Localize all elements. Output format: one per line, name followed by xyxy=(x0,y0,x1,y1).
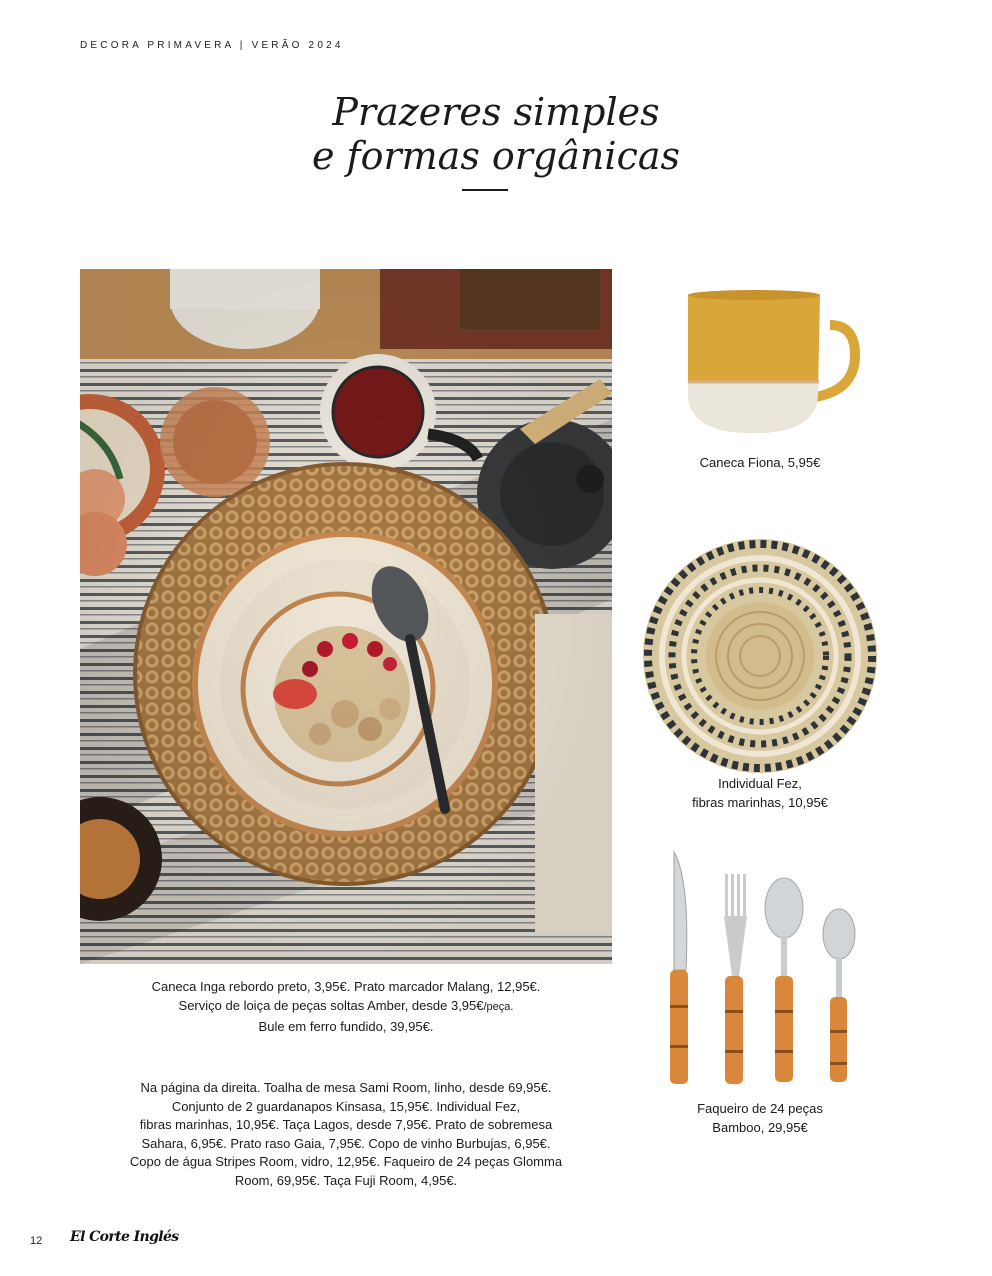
breakfast-table-photo xyxy=(80,269,612,964)
title-divider xyxy=(462,189,508,191)
caption-line: Bule em ferro fundido, 39,95€. xyxy=(258,1019,434,1034)
caption-line: Caneca Inga rebordo preto, 3,95€. Prato marcador Malang, 12,95€. xyxy=(151,979,541,994)
caption-line: Conjunto de 2 guardanapos Kinsasa, 15,95€. Individual Fez, xyxy=(171,1098,521,1114)
caption-line: Room, 69,95€. Taça Fuji Room, 4,95€. xyxy=(234,1172,458,1188)
caption-line: Caneca Fiona, 5,95€ xyxy=(699,455,821,470)
caption-line: Na página da direita. Toalha de mesa Sami Room, linho, desde 69,95€. xyxy=(140,1080,552,1095)
caption-line: Bamboo, 29,95€ xyxy=(712,1120,808,1135)
cutlery-caption xyxy=(640,1099,880,1137)
caption-line: fibras marinhas, 10,95€ xyxy=(692,795,828,810)
mug-caption xyxy=(640,453,880,472)
caption-text: Serviço de loiça de peças soltas Amber, desde 3,95€ xyxy=(178,998,484,1013)
title-line-2: e formas orgânicas xyxy=(311,134,681,178)
caption-line: Faqueiro de 24 peças xyxy=(697,1101,823,1116)
right-page-caption xyxy=(80,1079,612,1190)
header-kicker: DECORA PRIMAVERA | VERÃO 2024 xyxy=(80,40,344,51)
caption-line: Sahara, 6,95€. Prato raso Gaia, 7,95€. Copo de vinho Burbujas, 6,95€. xyxy=(141,1135,551,1151)
page-number: 12 xyxy=(30,1235,43,1247)
caption-line xyxy=(80,996,612,1017)
brand-logo: El Corte Inglés xyxy=(70,1229,179,1245)
caption-unit: /peça. xyxy=(483,1001,514,1013)
title-line-1: Prazeres simples xyxy=(332,90,660,134)
mug-product-image xyxy=(680,285,860,435)
placemat-caption xyxy=(640,774,880,812)
placemat-product-image xyxy=(642,538,878,774)
caption-line: Individual Fez, xyxy=(718,776,802,791)
main-photo-caption xyxy=(80,977,612,1036)
caption-line: fibras marinhas, 10,95€. Taça Lagos, desde 7,95€. Prato de sobremesa xyxy=(139,1117,553,1132)
cutlery-product-image xyxy=(660,850,865,1086)
caption-line: Copo de água Stripes Room, vidro, 12,95€. Faqueiro de 24 peças Glomma xyxy=(129,1154,563,1169)
page-title xyxy=(0,90,992,178)
